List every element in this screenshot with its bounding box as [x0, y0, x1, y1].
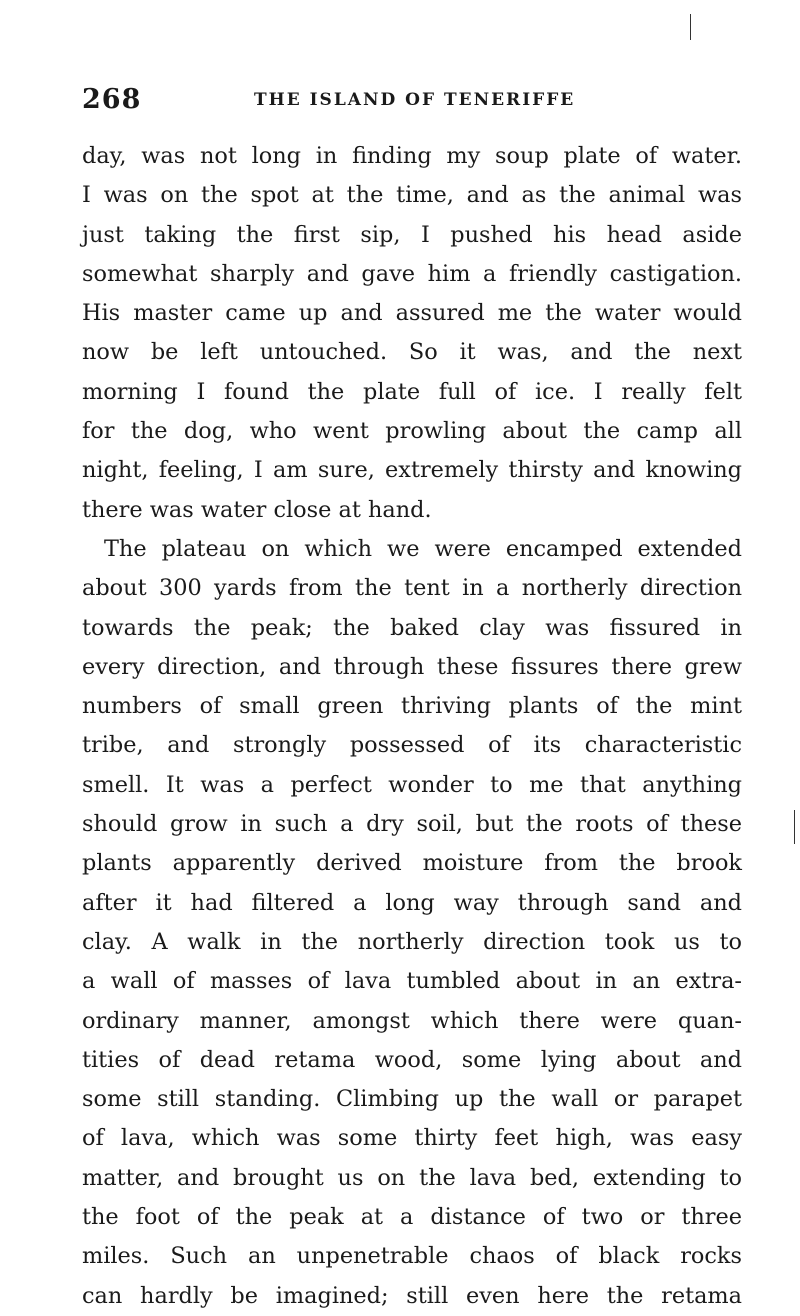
text-line: every direction, and through these fissures there grew	[82, 653, 742, 680]
text-line: there was water close at hand.	[82, 496, 432, 523]
text-line: about 300 yards from the tent in a northerly direction	[82, 575, 742, 602]
text-line: His master came up and assured me the water would	[82, 300, 742, 327]
text-line: miles. Such an unpenetrable chaos of black rocks	[82, 1243, 742, 1270]
text-line: tities of dead retama wood, some lying about and	[82, 1046, 742, 1073]
text-line: now be left untouched. So it was, and the next	[82, 339, 742, 366]
text-line: tribe, and strongly possessed of its characteristic	[82, 732, 742, 759]
text-line: should grow in such a dry soil, but the roots of these	[82, 811, 742, 838]
text-line: plants apparently derived moisture from the brook	[82, 850, 742, 877]
text-line: night, feeling, I am sure, extremely thirsty and knowing	[82, 457, 742, 484]
text-line: somewhat sharply and gave him a friendly castigation.	[82, 260, 742, 287]
text-line: a wall of masses of lava tumbled about in an extra-	[82, 968, 742, 995]
text-line: after it had filtered a long way through sand and	[82, 889, 742, 916]
text-line: smell. It was a perfect wonder to me that anything	[82, 771, 742, 798]
text-line: of lava, which was some thirty feet high, was easy	[82, 1125, 742, 1152]
running-head: THE ISLAND OF TENERIFFE	[254, 90, 576, 110]
text-line: just taking the first sip, I pushed his head aside	[82, 221, 742, 248]
text-line: clay. A walk in the northerly direction took us to	[82, 928, 742, 955]
page-header	[82, 84, 718, 118]
text-line: can hardly be imagined; still even here the retama	[82, 1282, 742, 1309]
text-line: morning I found the plate full of ice. I really felt	[82, 378, 742, 405]
page-number: 268	[82, 84, 142, 115]
text-line: The plateau on which we were encamped extended	[104, 535, 742, 562]
margin-mark	[690, 14, 691, 40]
text-line: I was on the spot at the time, and as the animal was	[82, 182, 742, 209]
text-line: towards the peak; the baked clay was fissured in	[82, 614, 742, 641]
text-line: ordinary manner, amongst which there were quan-	[82, 1007, 742, 1034]
text-line: for the dog, who went prowling about the camp all	[82, 418, 742, 445]
text-line: day, was not long in finding my soup plate of water.	[82, 143, 742, 169]
text-line: matter, and brought us on the lava bed, extending to	[82, 1164, 742, 1191]
text-line: some still standing. Climbing up the wall or parapet	[82, 1086, 742, 1113]
text-line: the foot of the peak at a distance of two or three	[82, 1204, 742, 1231]
text-line: numbers of small green thriving plants of the mint	[82, 693, 742, 720]
margin-mark	[794, 810, 795, 844]
body-text	[82, 137, 742, 1316]
